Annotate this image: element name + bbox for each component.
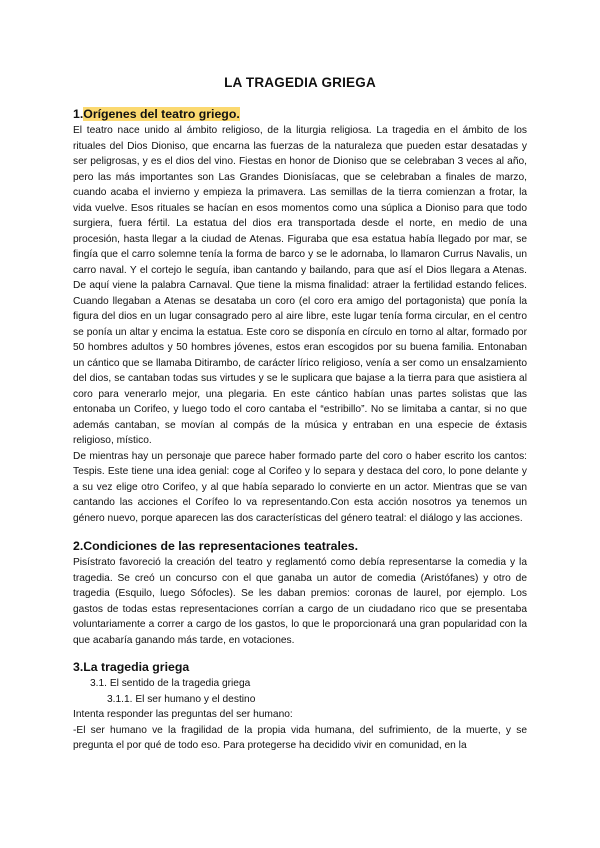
- section-3-paragraph: -El ser humano ve la fragilidad de la propia vida humana, del sufrimiento, de la muerte, y se pregunta el por qué de todo eso. Para protegerse ha decidido vivir en comunidad, en la: [73, 724, 527, 751]
- section-3-intro: Intenta responder las preguntas del ser humano:: [73, 709, 293, 720]
- section-1-heading: [73, 105, 527, 123]
- section-1-paragraph-1: El teatro nace unido al ámbito religioso, de la liturgia religiosa. La tragedia en el ámbito de los rituales del Dios Dioniso, que encarna las fuerzas de la naturaleza que pueden estar desatadas y ser peligrosas, y es el dios del vino. Fiestas en honor de Dioniso que se celebraban 3 veces al año, pero las más importantes son Las Grandes Dionisíacas, que se celebraban a finales de marzo, cuando acaba el invierno y empieza la primavera. Las semillas de la tierra comienzan a frotar, la vida vuelve. Esos rituales se hacían en esos momentos como una súplica a Dioniso para que todo surgiera, fuera fértil. La estatua del dios era transportada desde el norte, en medio de una procesión, hasta llegar a la ciudad de Atenas. Figuraba que esa estatua había llegado por mar, se fingía que el carro solemne tenía la forma de barco y se le adornaba, lo llamaron Currus Navalis, un carro naval. Y el cortejo le seguía, iban cantando y bailando, para que así el Dios llegara a Atenas. De aquí viene la palabra Carnaval. Que tiene la misma finalidad: atraer la fertilidad estando felices. Cuando llegaban a Atenas se desataba un coro (el coro era amigo del portagonista) que ponía la figura del dios en un lugar consagrado pero al aire libre, este lugar tenía forma circular, en el centro se ponía un altar y encima la estatua. Este coro se disponía en círculo en torno al altar, formado por 50 hombres adultos y 50 hombres jóvenes, estos eran escogidos por su buena familia. Entonaban un cántico que se llamaba Ditirambo, de carácter lírico religioso, venía a ser como un ensalzamiento del dios, se cantaban todas sus virtudes y se le suplicara que bajase a la tierra para que asistiera al coro para venerarlo mejor, una plegaria. En este cántico habían unas partes solistas que las entonaba un Corifeo, y luego todo el coro cantaba el “estribillo”. No se limitaba a cantar, si no que además cantaban, se movían al compás de la música y entraban en una especie de éxtasis religioso, místico.: [73, 125, 527, 446]
- section-1-paragraph-2: De mientras hay un personaje que parece haber formado parte del coro o haber escrito los cantos: Tespis. Este tiene una idea genial: coge al Corifeo y lo separa y destaca del coro, lo pone delante y a su vez elige otro Corifeo, y al que había separado lo convierte en un actor. Mientras que se van cantando las acciones el Corífeo lo va representando.Con esta acción nosotros ya tenemos un género nuevo, porque aparecen las dos características del género teatral: el diálogo y las acciones.: [73, 450, 527, 524]
- section-3-heading: 3.La tragedia griega: [73, 660, 190, 674]
- section-2-heading: 2.Condiciones de las representaciones teatrales.: [73, 539, 358, 553]
- section-1-heading-highlight: Orígenes del teatro griego.: [83, 107, 240, 121]
- document-body: [73, 105, 527, 754]
- subsection-3-1-1-heading: 3.1.1. El ser humano y el destino: [107, 693, 256, 705]
- section-spacer: [73, 648, 527, 658]
- section-1-number: 1.: [73, 107, 84, 121]
- document-title: LA TRAGEDIA GRIEGA: [224, 75, 376, 90]
- section-spacer: [73, 526, 527, 537]
- subsection-3-1-heading: 3.1. El sentido de la tragedia griega: [90, 678, 251, 689]
- section-2-paragraph: Pisístrato favoreció la creación del teatro y reglamentó como debía representarse la comedia y la tragedia. Se creó un concurso con el que ganaba un autor de comedia (Aristófanes) y otro de tragedia (Esquilo, luego Sófocles). Se les daban premios: coronas de laurel, por ejemplo. Los gastos de todas estas representaciones corrían a cargo de un ciudadano rico que se presentaba voluntariamente a correr a cargo de los gastos, lo que le proporcionará una gran popularidad con la que acabaría ganando más tarde, en votaciones.: [73, 557, 527, 646]
